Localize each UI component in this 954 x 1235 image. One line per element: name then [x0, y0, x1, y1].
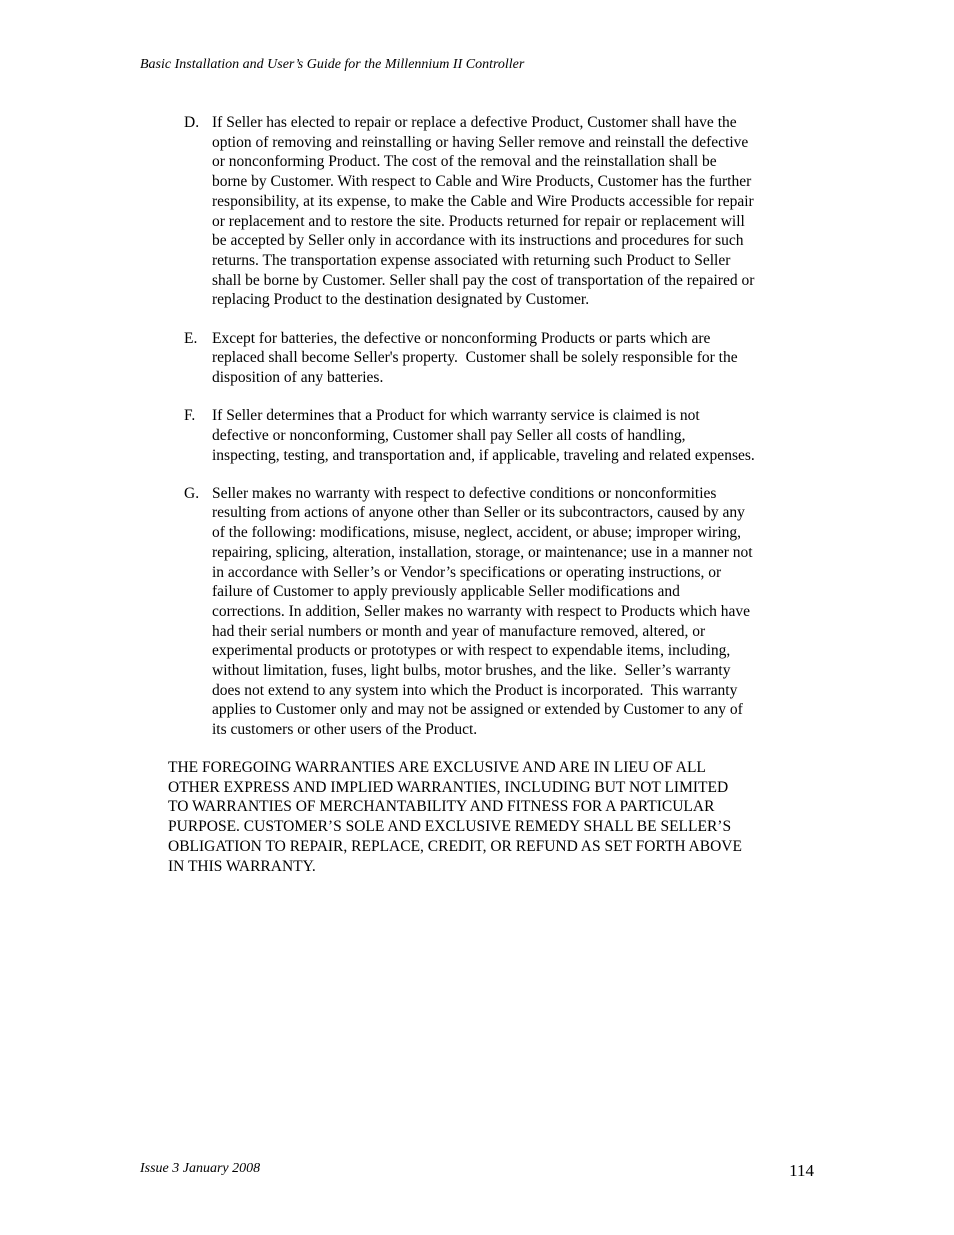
item-letter: F.: [184, 407, 196, 425]
running-header: Basic Installation and User’s Guide for the Millennium II Controller: [140, 57, 525, 72]
disclaimer-line: IN THIS WARRANTY.: [168, 857, 316, 875]
text-line: corrections. In addition, Seller makes no warranty with respect to Products which have: [212, 602, 751, 620]
text-line: or replacement and to restore the site. Products returned for repair or replacement will: [212, 212, 745, 230]
text-line: in accordance with Seller’s or Vendor’s specifications or operating instructions, or: [212, 563, 722, 581]
text-line: returns. The transportation expense associated with returning such Product to Seller: [212, 251, 731, 269]
text-line: had their serial numbers or month and year of manufacture removed, altered, or: [212, 622, 706, 640]
text-line: replaced shall become Seller's property. Customer shall be solely responsible for the: [212, 349, 738, 367]
text-line: of the following: modifications, misuse, neglect, accident, or abuse; improper wiring,: [212, 524, 742, 542]
text-line: or nonconforming Product. The cost of the removal and the reinstallation shall be: [212, 153, 717, 171]
item-letter: D.: [184, 114, 200, 131]
text-line: If Seller determines that a Product for which warranty service is claimed is not: [212, 407, 700, 425]
text-line: disposition of any batteries.: [212, 368, 384, 386]
disclaimer-line: THE FOREGOING WARRANTIES ARE EXCLUSIVE AND ARE IN LIEU OF ALL: [168, 759, 706, 776]
text-line: replacing Product to the destination designated by Customer.: [212, 291, 590, 309]
item-text: [212, 484, 818, 740]
text-line: repairing, splicing, alteration, installation, storage, or maintenance; use in a manner not: [212, 543, 753, 561]
disclaimer-line: TO WARRANTIES OF MERCHANTABILITY AND FITNESS FOR A PARTICULAR: [168, 798, 715, 816]
text-line: its customers or other users of the Product.: [212, 721, 478, 739]
text-line: experimental products or prototypes or with respect to expendable items, including,: [212, 642, 731, 660]
text-line: shall be borne by Customer. Seller shall pay the cost of transportation of the repaired or: [212, 271, 755, 289]
item-text: [212, 329, 818, 388]
text-line: option of removing and reinstalling or having Seller remove and reinstall the defective: [212, 133, 749, 151]
text-line: defective or nonconforming, Customer shall pay Seller all costs of handling,: [212, 426, 686, 444]
text-line: failure of Customer to apply previously applicable Seller modifications and: [212, 583, 680, 601]
text-line: borne by Customer. With respect to Cable and Wire Products, Customer has the further: [212, 173, 752, 191]
text-line: If Seller has elected to repair or replace a defective Product, Customer shall have the: [212, 114, 737, 131]
warranty-disclaimer: [168, 758, 828, 876]
warranty-item: [184, 113, 824, 310]
footer-issue-date: Issue 3 January 2008: [140, 1161, 261, 1176]
text-line: responsibility, at its expense, to make the Cable and Wire Products accessible for repair: [212, 192, 754, 210]
disclaimer-line: PURPOSE. CUSTOMER’S SOLE AND EXCLUSIVE REMEDY SHALL BE SELLER’S: [168, 818, 732, 836]
text-line: does not extend to any system into which the Product is incorporated. This warranty: [212, 681, 738, 699]
text-line: Seller makes no warranty with respect to defective conditions or nonconformities: [212, 484, 717, 502]
warranty-item: [184, 406, 824, 465]
text-line: without limitation, fuses, light bulbs, motor brushes, and the like. Seller’s warranty: [212, 662, 731, 680]
text-line: be accepted by Seller only in accordance with its instructions and procedures for such: [212, 232, 744, 250]
page-number: 114: [789, 1161, 814, 1180]
item-text: [212, 113, 818, 310]
warranty-item: [184, 329, 824, 388]
disclaimer-line: OTHER EXPRESS AND IMPLIED WARRANTIES, INCLUDING BUT NOT LIMITED: [168, 778, 729, 796]
warranty-items-list: [184, 113, 824, 758]
text-line: inspecting, testing, and transportation and, if applicable, traveling and related expenses.: [212, 446, 755, 464]
item-text: [212, 406, 818, 465]
text-line: resulting from actions of anyone other than Seller or its subcontractors, caused by any: [212, 504, 745, 522]
text-line: Except for batteries, the defective or nonconforming Products or parts which are: [212, 329, 711, 347]
text-line: applies to Customer only and may not be assigned or extended by Customer to any of: [212, 701, 743, 719]
warranty-item: [184, 484, 824, 740]
item-letter: E.: [184, 329, 198, 347]
item-letter: G.: [184, 484, 200, 502]
disclaimer-line: OBLIGATION TO REPAIR, REPLACE, CREDIT, OR REFUND AS SET FORTH ABOVE: [168, 837, 742, 855]
